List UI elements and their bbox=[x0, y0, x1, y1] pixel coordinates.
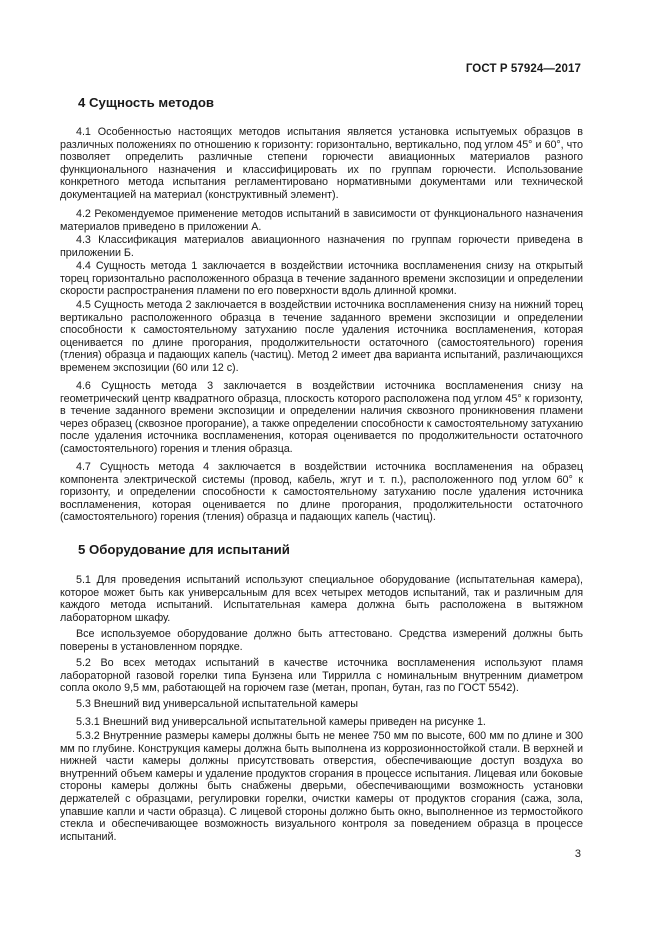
paragraph-4-2: 4.2 Рекомендуемое применение методов испытаний в зависимости от функционального назначения материалов приведено в приложении А. bbox=[60, 208, 583, 233]
paragraph-4-4: 4.4 Сущность метода 1 заключается в воздействии источника воспламенения снизу на открытый торец горизонтально расположенного образца в течение заданного времени экспозиции и определении скорости распространения пламени по его поверхности вдоль длинной кромки. bbox=[60, 260, 583, 298]
section-4-title: 4 Сущность методов bbox=[78, 95, 215, 110]
paragraph-5-3-1: 5.3.1 Внешний вид универсальной испытательной камеры приведен на рисунке 1. bbox=[76, 716, 486, 728]
paragraph-5-1: 5.1 Для проведения испытаний используют специальное оборудование (испытательная камера), которое может быть как универсальным для всех четырех методов испытаний, так и различным для каждого метода испытаний. Испытательная камера должна быть расположена в вытяжном лабораторном шкафу. bbox=[60, 574, 583, 624]
section-5-title: 5 Оборудование для испытаний bbox=[78, 542, 290, 557]
paragraph-4-5: 4.5 Сущность метода 2 заключается в воздействии источника воспламенения снизу на нижний торец вертикально расположенного образца в течение заданного времени экспозиции и определении способности к самостоятельному затуханию после удаления источника воспламенения, которая оценивается по длине прогорания, продолжительности остаточного (самостоятельного) горения (тления) образца и падающих капель (частиц). Метод 2 имеет два варианта испытаний, различающихся временем экспозиции (60 или 12 с). bbox=[60, 299, 583, 374]
paragraph-4-1: 4.1 Особенностью настоящих методов испытания является установка испытуемых образцов в различных положениях по отношению к горизонту: горизонтально, вертикально, под углом 45° и 60°, что позволяет определить различные степени горючести авиационных материалов разного функционального назначения и классифицировать их по группам горючести. Использование конкретного метода испытания регламентировано нормативными документами или технической документацией на материал (конструктивный элемент). bbox=[60, 126, 583, 201]
page-header: ГОСТ Р 57924—2017 bbox=[465, 63, 581, 75]
page-number: 3 bbox=[574, 848, 581, 860]
paragraph-5-2: 5.2 Во всех методах испытаний в качестве источника воспламенения используют пламя лабораторной газовой горелки типа Бунзена или Тиррилла с номинальным внутренним диаметром сопла около 9,5 мм, работающей на горючем газе (метан, пропан, бутан, газ по ГОСТ 5542). bbox=[60, 657, 583, 695]
paragraph-5-3-2: 5.3.2 Внутренние размеры камеры должны быть не менее 750 мм по высоте, 600 мм по длине и 300 мм по глубине. Конструкция камеры должна быть выполнена из коррозионностойкой стали. В верхней и нижней части камеры должны присутствовать отверстия, обеспечивающие доступ воздуха во внутренний объем камеры и удаление продуктов сгорания в процессе испытания. Лицевая или боковые стороны камеры должны быть снабжены дверьми, обеспечивающими возможность установки держателей с образцами, регулировки горелки, очистки камеры от продуктов сгорания (сажа, зола, упавшие капли и части образца). С лицевой стороны должно быть окно, выполненное из термостойкого стекла и обеспечивающее возможность визуального контроля за поведением образца в процессе испытаний. bbox=[60, 730, 583, 843]
paragraph-5-1-note: Все используемое оборудование должно быть аттестовано. Средства измерений должны быть поверены в установленном порядке. bbox=[60, 628, 583, 653]
paragraph-4-3: 4.3 Классификация материалов авиационного назначения по группам горючести приведена в приложении Б. bbox=[60, 234, 583, 259]
paragraph-4-7: 4.7 Сущность метода 4 заключается в воздействии источника воспламенения на образец компонента электрической системы (провод, кабель, жгут и т. п.), расположенного под углом 60° к горизонту, и определении способности к самостоятельному затуханию после удаления источника воспламенения, которая оценивается по длине прогорания, продолжительности остаточного (самостоятельного) горения (тления) образца и падающих капель (частиц). bbox=[60, 461, 583, 524]
paragraph-4-6: 4.6 Сущность метода 3 заключается в воздействии источника воспламенения снизу на геометрический центр квадратного образца, плоскость которого расположена под углом 45° к горизонту, в течение заданного времени экспозиции и определении наличия сквозного проникновения пламени через образец (сквозное прогорание), а также определении способности к самостоятельному затуханию после удаления источника воспламенения, которая оценивается по продолжительности остаточного (самостоятельного) горения и тления образца. bbox=[60, 380, 583, 455]
paragraph-5-3: 5.3 Внешний вид универсальной испытательной камеры bbox=[76, 698, 358, 710]
